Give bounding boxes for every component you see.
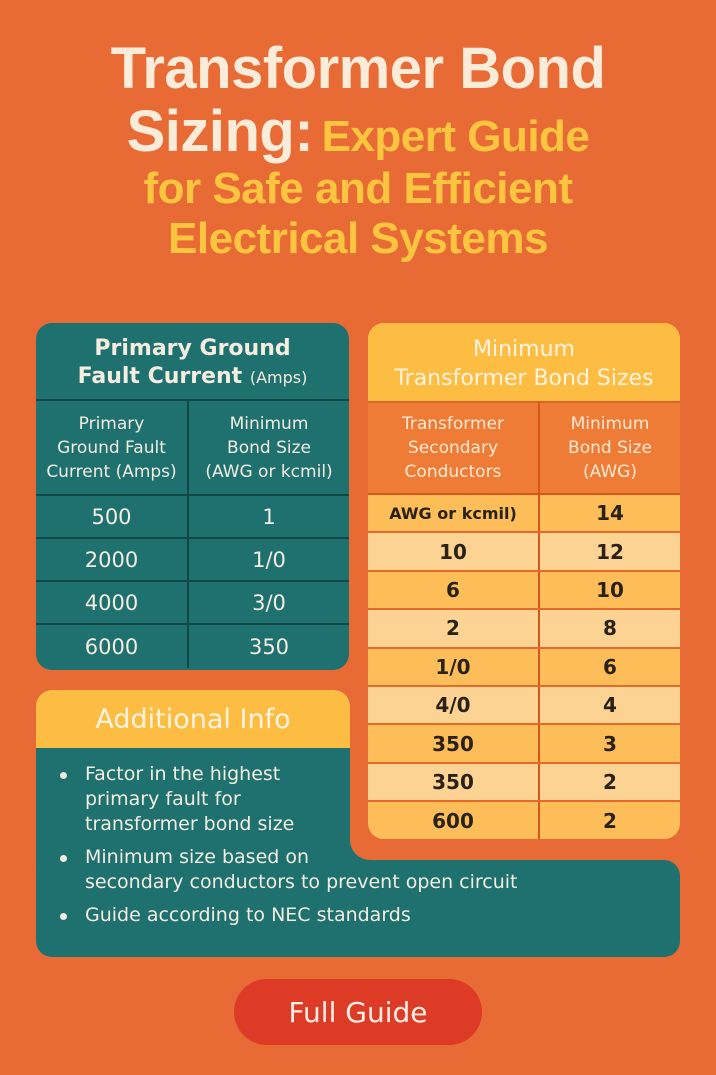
primary-fault-table [36,323,349,670]
table-row: 350 3 [368,725,680,763]
list-item: Minimum size based on secondary conductors to prevent open circuit [60,845,670,895]
table-row: 600 2 [368,802,680,839]
table-row: AWG or kcmil) 14 [368,495,680,533]
table-row: 500 1 [36,496,349,539]
info-heading: Additional Info [36,690,350,748]
title-line-2-white: Sizing: [126,98,314,164]
title-line-4: Electrical Systems [168,213,548,263]
secondary-table-caption: Minimum Transformer Bond Sizes [368,323,680,403]
page-title [0,38,716,262]
primary-table-header [36,401,349,496]
primary-table-caption: Primary Ground Fault Current (Amps) [36,323,349,401]
table-row: 350 2 [368,764,680,802]
table-row: 2 8 [368,610,680,648]
table-row: 1/0 6 [368,649,680,687]
table-row: 6000 350 [36,625,349,668]
title-line-3: for Safe and Efficient [143,164,573,214]
header-min-bond-awg: Minimum Bond Size (AWG) [568,414,652,482]
header-primary-current: Primary Ground Fault Current (Amps) [36,401,189,494]
header-min-bond-size: Minimum Bond Size (AWG or kcmil) [205,413,333,482]
table-row: 4000 3/0 [36,582,349,625]
header-secondary-conductors: Transformer Secondary Conductors [368,403,540,493]
title-line-1: Transformer Bond [110,36,606,101]
table-row: 4/0 4 [368,687,680,725]
table-row: 10 12 [368,533,680,571]
full-guide-button[interactable]: Full Guide [234,979,482,1045]
table-row: 2000 1/0 [36,539,349,582]
list-item: Factor in the highest primary fault for transformer bond size [60,762,350,837]
table-row: 6 10 [368,572,680,610]
secondary-table-header [368,403,680,495]
info-bullet-list [60,762,670,936]
title-line-2-yellow: Expert Guide [321,111,590,161]
list-item: Guide according to NEC standards [60,903,670,928]
